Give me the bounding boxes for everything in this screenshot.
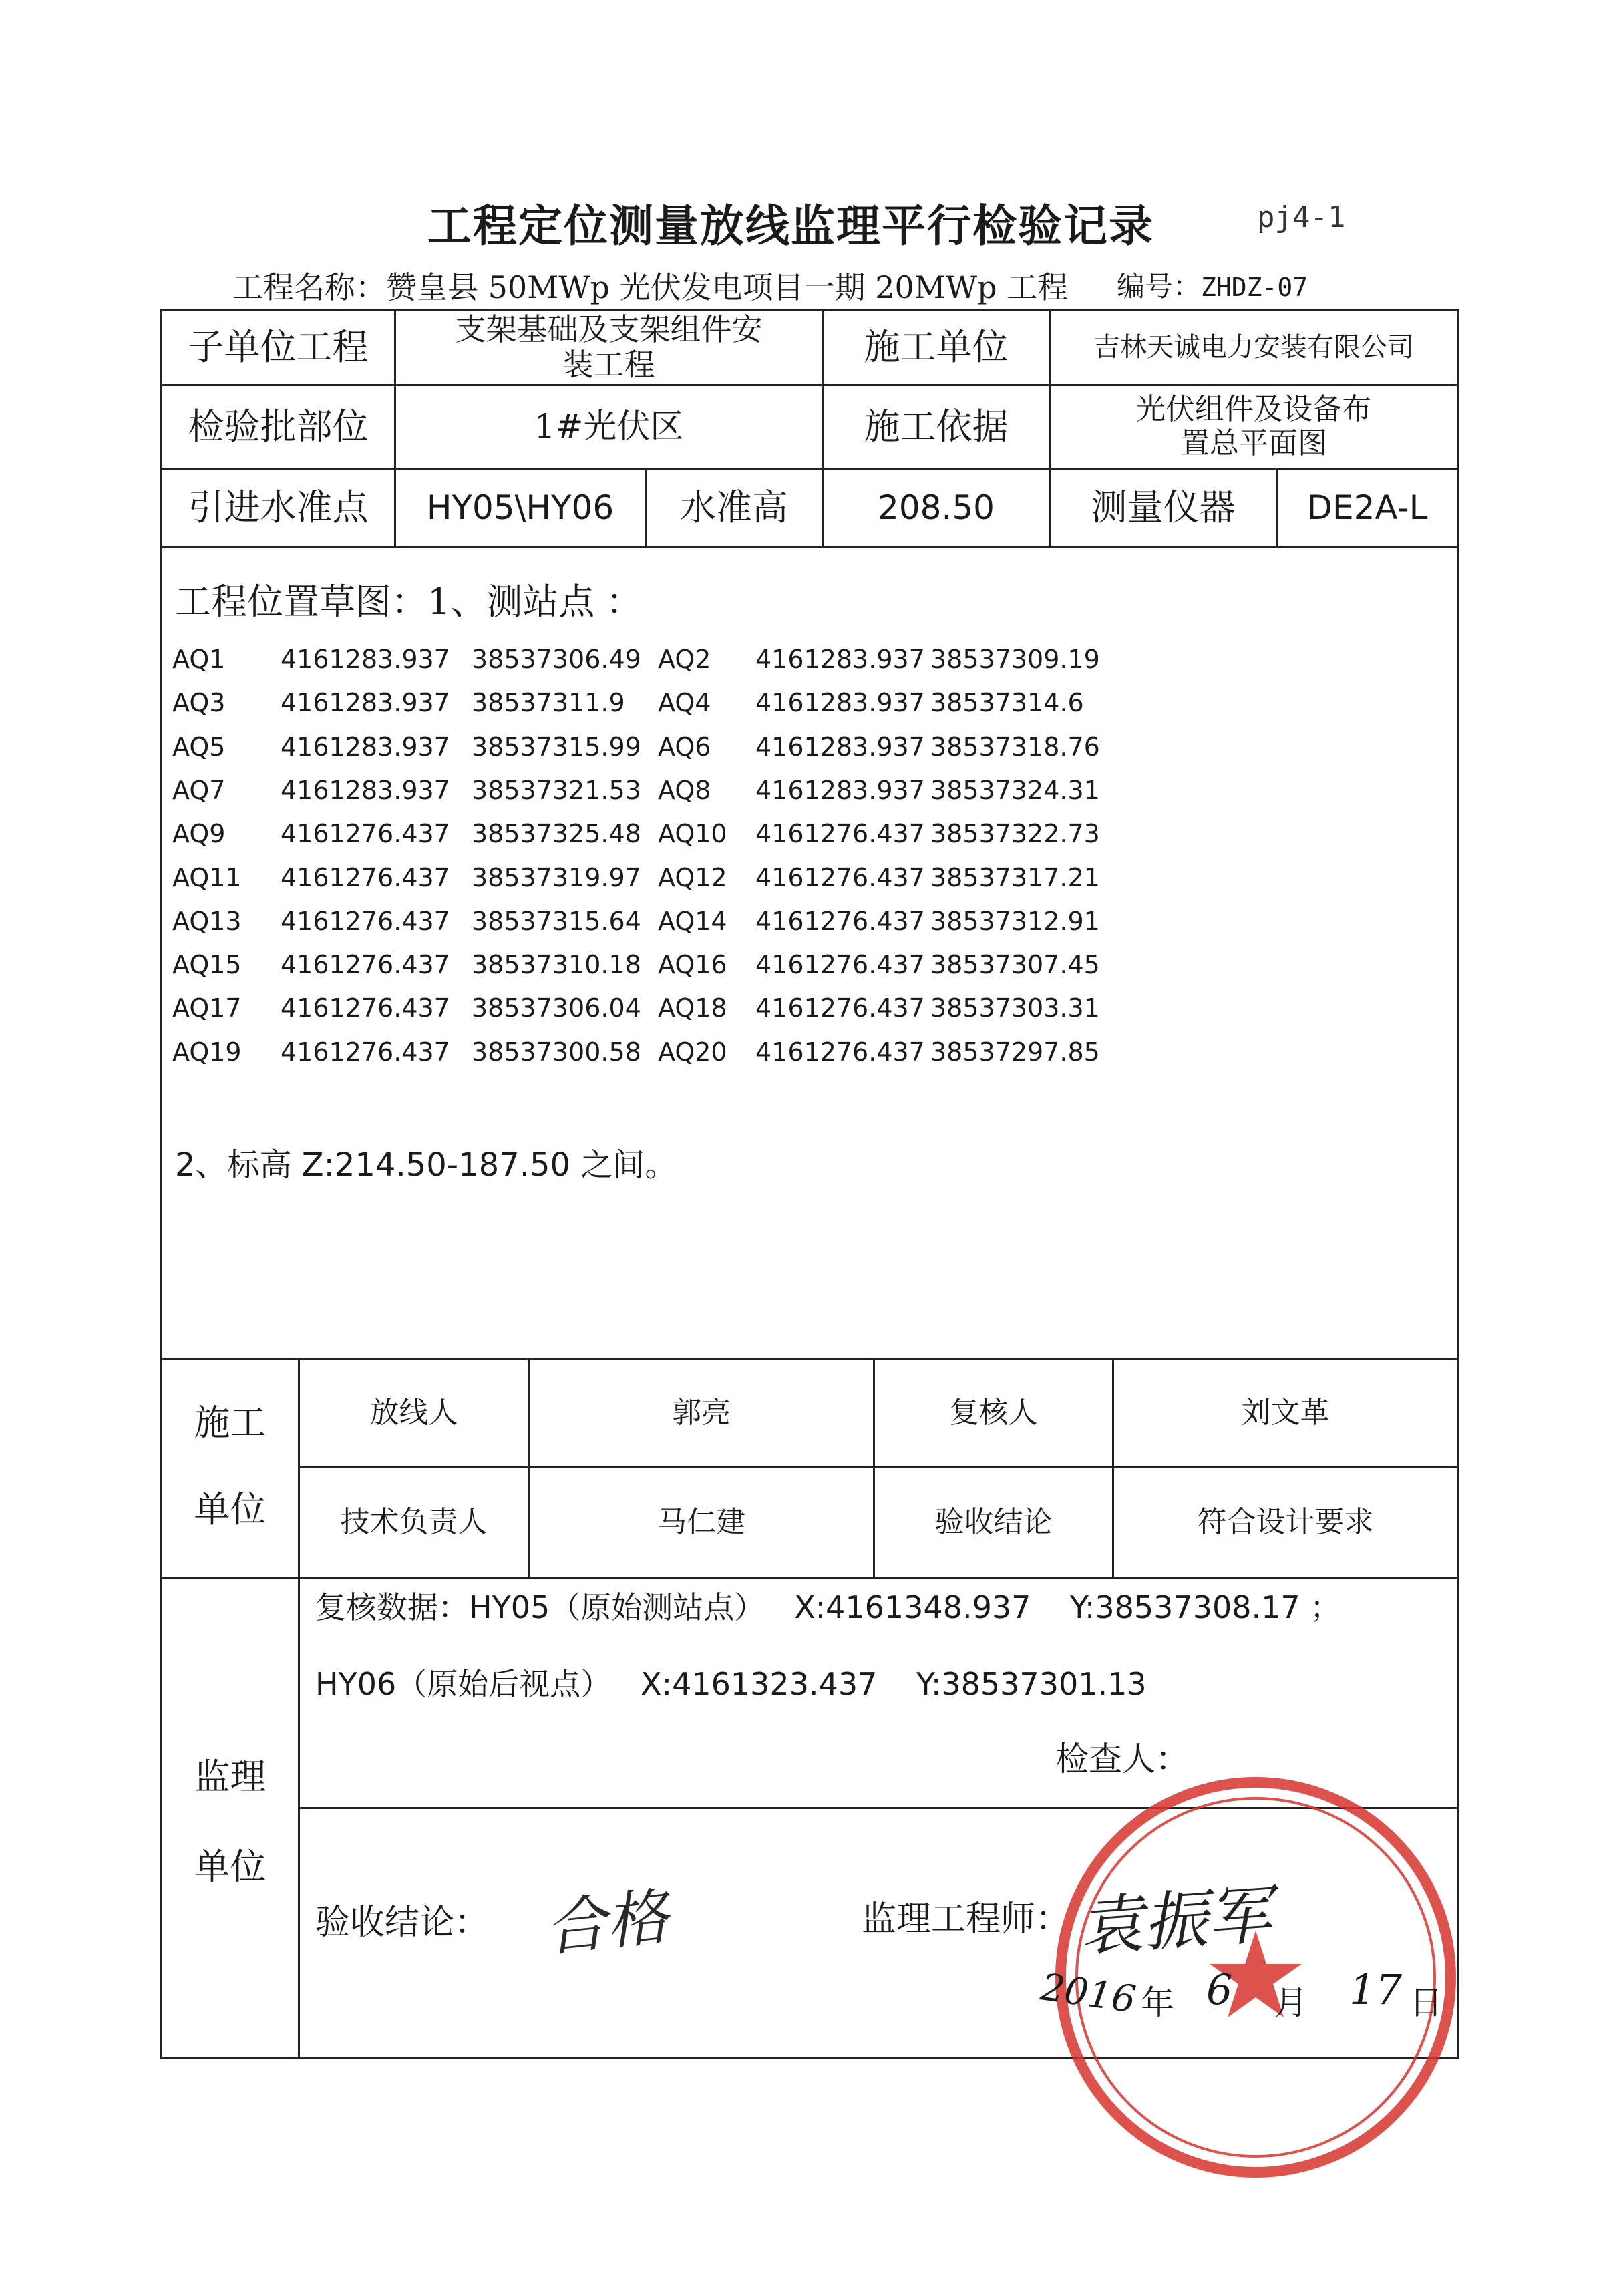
survey-point-y: 38537318.76	[930, 731, 1100, 762]
survey-point-x: 4161283.937	[755, 688, 925, 718]
survey-point-name: AQ12	[658, 862, 727, 892]
survey-point-x: 4161276.437	[281, 862, 450, 892]
form-number	[1117, 265, 1308, 305]
survey-point-x: 4161283.937	[755, 731, 925, 762]
survey-point-name: AQ11	[172, 862, 242, 892]
project-name-line	[232, 263, 1068, 307]
review-data-line-1: 复核数据：HY05（原始测站点） X:4161348.937 Y:38537308.17 ；	[315, 1589, 1341, 1625]
survey-point-y: 38537314.6	[930, 688, 1084, 718]
survey-point-x: 4161276.437	[755, 1037, 925, 1067]
date-month-suffix: 月	[1274, 1983, 1308, 2022]
survey-point-name: AQ6	[658, 731, 711, 762]
survey-point-x: 4161283.937	[755, 775, 925, 805]
survey-point-y: 38537303.31	[930, 993, 1100, 1023]
survey-point-x: 4161283.937	[281, 688, 450, 718]
sub-unit-value: 支架基础及支架组件安装工程	[455, 311, 763, 383]
survey-point-y: 38537306.04	[472, 993, 641, 1023]
date-day-suffix: 日	[1409, 1983, 1443, 2022]
survey-point-y: 38537311.9	[472, 688, 625, 718]
level-label: 水准高	[680, 486, 788, 529]
supervision-unit-side-label-2: 单位	[194, 1845, 266, 1888]
date-year-suffix: 年	[1141, 1983, 1174, 2022]
conclusion-signature: 合格	[541, 1880, 671, 1965]
survey-point-y: 38537324.31	[930, 775, 1100, 805]
form-code: pj4-1	[1257, 200, 1346, 234]
project-label: 工程名称：	[232, 269, 386, 305]
survey-point-x: 4161276.437	[755, 906, 925, 936]
survey-point-y: 38537315.99	[472, 731, 641, 762]
survey-point-name: AQ7	[172, 775, 226, 805]
inspector-label: 检查人：	[1055, 1740, 1189, 1778]
survey-point-x: 4161276.437	[755, 819, 925, 849]
construction-unit-side-label-1: 施工	[194, 1401, 266, 1444]
survey-point-name: AQ20	[658, 1037, 727, 1067]
survey-point-name: AQ8	[658, 775, 711, 805]
survey-point-name: AQ15	[172, 950, 242, 980]
survey-point-y: 38537319.97	[472, 862, 641, 892]
survey-point-name: AQ1	[172, 645, 226, 674]
survey-point-name: AQ19	[172, 1037, 242, 1067]
tech-lead-label: 技术负责人	[340, 1504, 488, 1539]
level-value: 208.50	[878, 488, 995, 527]
reviewer-label: 复核人	[949, 1396, 1038, 1430]
survey-point-name: AQ13	[172, 906, 242, 936]
survey-point-name: AQ14	[658, 906, 727, 936]
survey-point-y: 38537325.48	[472, 819, 641, 849]
number-label: 编号：	[1117, 270, 1202, 303]
survey-point-y: 38537315.64	[472, 906, 641, 936]
tech-lead-value: 马仁建	[657, 1504, 745, 1539]
survey-point-y: 38537309.19	[930, 645, 1100, 674]
construction-unit-side-label-2: 单位	[194, 1488, 266, 1530]
conclusion-label: 验收结论：	[315, 1903, 490, 1943]
construction-basis-label: 施工依据	[864, 405, 1009, 448]
batch-location-label: 检验批部位	[188, 405, 369, 448]
survey-point-y: 38537312.91	[930, 906, 1100, 936]
survey-point-x: 4161276.437	[281, 906, 450, 936]
date-month: 6	[1206, 1965, 1233, 2014]
construction-unit-value: 吉林天诚电力安装有限公司	[1093, 332, 1414, 363]
survey-point-x: 4161283.937	[281, 775, 450, 805]
survey-point-name: AQ4	[658, 688, 711, 718]
instrument-value: DE2A-L	[1306, 488, 1428, 527]
benchmark-label: 引进水准点	[188, 486, 369, 529]
survey-point-y: 38537310.18	[472, 950, 641, 980]
survey-point-y: 38537317.21	[930, 862, 1100, 892]
sub-unit-label: 子单位工程	[188, 325, 369, 368]
instrument-label: 测量仪器	[1091, 486, 1236, 529]
project-name: 赞皇县 50MWp 光伏发电项目一期 20MWp 工程	[386, 269, 1069, 305]
survey-point-x: 4161276.437	[755, 993, 925, 1023]
survey-point-y: 38537321.53	[472, 775, 641, 805]
engineer-label: 监理工程师：	[862, 1899, 1071, 1939]
elevation-note: 2、标高 Z:214.50-187.50 之间。	[175, 1146, 677, 1184]
survey-point-y: 38537322.73	[930, 819, 1100, 849]
survey-point-name: AQ2	[658, 645, 711, 674]
number-value: ZHDZ-07	[1201, 273, 1308, 302]
survey-point-name: AQ9	[172, 819, 226, 849]
survey-point-name: AQ10	[658, 819, 727, 849]
survey-point-x: 4161276.437	[281, 819, 450, 849]
setter-value: 郭亮	[672, 1396, 731, 1430]
page-title: 工程定位测量放线监理平行检验记录	[427, 200, 1154, 252]
survey-point-y: 38537297.85	[930, 1037, 1100, 1067]
survey-point-x: 4161276.437	[281, 950, 450, 980]
survey-point-y: 38537300.58	[472, 1037, 641, 1067]
survey-point-y: 38537306.49	[472, 645, 641, 674]
survey-point-x: 4161276.437	[755, 862, 925, 892]
sketch-heading: 工程位置草图：1、测站点 ：	[175, 581, 643, 623]
acceptance-label: 验收结论	[934, 1504, 1053, 1539]
survey-point-name: AQ3	[172, 688, 226, 718]
survey-point-name: AQ17	[172, 993, 242, 1023]
survey-point-name: AQ5	[172, 731, 226, 762]
review-data-line-2: HY06（原始后视点） X:4161323.437 Y:38537301.13	[315, 1666, 1147, 1702]
setter-label: 放线人	[369, 1396, 458, 1430]
survey-point-x: 4161283.937	[281, 731, 450, 762]
survey-point-x: 4161283.937	[755, 645, 925, 674]
engineer-signature: 袁振军	[1076, 1877, 1274, 1965]
date-year: 2016	[1038, 1965, 1139, 2022]
survey-point-x: 4161276.437	[281, 993, 450, 1023]
survey-point-name: AQ16	[658, 950, 727, 980]
survey-point-x: 4161276.437	[755, 950, 925, 980]
survey-point-name: AQ18	[658, 993, 727, 1023]
survey-point-x: 4161276.437	[281, 1037, 450, 1067]
construction-basis-value: 光伏组件及设备布置总平面图	[1136, 392, 1371, 460]
supervision-unit-side-label-1: 监理	[194, 1755, 266, 1798]
construction-unit-label: 施工单位	[864, 325, 1009, 368]
reviewer-value: 刘文革	[1241, 1396, 1330, 1430]
acceptance-value: 符合设计要求	[1197, 1504, 1374, 1539]
survey-point-x: 4161283.937	[281, 645, 450, 674]
batch-location-value: 1#光伏区	[534, 407, 684, 446]
benchmark-value: HY05\HY06	[426, 488, 614, 527]
survey-point-y: 38537307.45	[930, 950, 1100, 980]
date-day: 17	[1349, 1965, 1402, 2014]
